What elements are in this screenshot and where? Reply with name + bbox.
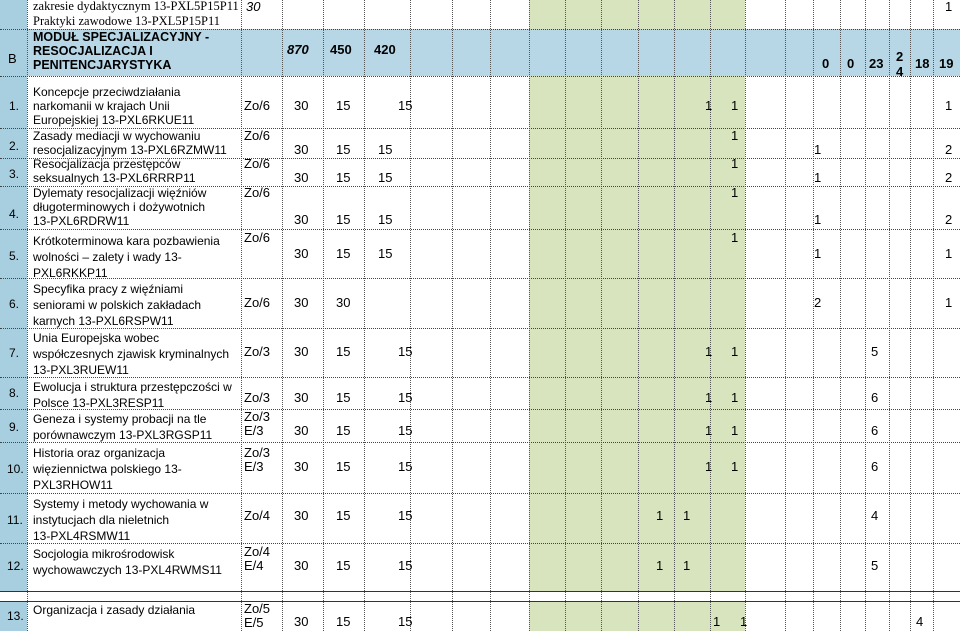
- ects-a: 1: [656, 508, 664, 523]
- hours-lecture: 15: [336, 170, 351, 185]
- ects-b: 1: [683, 558, 691, 573]
- row-number: 9.: [9, 420, 20, 434]
- hours-exercise: 15: [378, 212, 393, 227]
- ects-right: 6: [871, 390, 879, 405]
- vline: [601, 0, 602, 631]
- ects-a: 1: [656, 558, 664, 573]
- module-hours-3: 420: [374, 42, 396, 57]
- vline: [529, 0, 530, 631]
- row-number: 6.: [9, 297, 20, 311]
- hours-lecture: 15: [336, 390, 351, 405]
- row-number: 8.: [9, 386, 20, 400]
- module-right-2: 0: [847, 56, 855, 71]
- course-form: Zo/6: [244, 295, 271, 310]
- vline: [364, 0, 365, 631]
- green-col-3: [601, 0, 638, 631]
- ects-right: 1: [945, 295, 953, 310]
- vline: [638, 0, 639, 631]
- ects-b: 1: [731, 98, 739, 113]
- course-form: Zo/4: [244, 508, 271, 523]
- hours-total: 30: [294, 170, 309, 185]
- ects-b: 1: [683, 508, 691, 523]
- ects-top: 1: [731, 185, 739, 200]
- ects-right: 2: [945, 212, 953, 227]
- green-col-6: [710, 0, 748, 631]
- ects-a: 1: [705, 344, 713, 359]
- ects-a: 1: [705, 98, 713, 113]
- hours-exercise: 15: [398, 344, 413, 359]
- course-form: Zo/6: [244, 156, 271, 171]
- hours-lecture: 15: [336, 423, 351, 438]
- row-number: 1.: [9, 99, 20, 113]
- course-name: Geneza i systemy probacji na tle porównawczym 13-PXL3RGSP11: [33, 412, 213, 442]
- top-hours: 30: [246, 0, 261, 14]
- green-col-4: [638, 0, 674, 631]
- vline: [933, 0, 934, 631]
- ects-a: 1: [814, 170, 822, 185]
- hours-exercise: 15: [398, 614, 413, 629]
- col-b-bg: [0, 0, 27, 631]
- hours-total: 30: [294, 98, 309, 113]
- row-number: 4.: [9, 207, 20, 221]
- vline: [889, 0, 890, 631]
- row-number: 7.: [9, 346, 20, 360]
- ects-right: 1: [945, 98, 953, 113]
- hours-total: 30: [294, 142, 309, 157]
- course-form: Zo/3 E/3: [244, 445, 271, 474]
- hline: [0, 229, 960, 230]
- hours-total: 30: [294, 508, 309, 523]
- ects-a: 1: [705, 459, 713, 474]
- row-number: 11.: [7, 513, 23, 527]
- hours-exercise: 15: [378, 246, 393, 261]
- ects-a: 1: [814, 142, 822, 157]
- hours-exercise: 15: [398, 459, 413, 474]
- course-name: Historia oraz organizacja więziennictwa polskiego 13- PXL3RHOW11: [33, 446, 182, 492]
- hours-exercise: 15: [398, 390, 413, 405]
- module-right-4: 2 4: [896, 49, 904, 79]
- green-col-1: [529, 0, 565, 631]
- course-name: Systemy i metody wychowania w instytucjach dla nieletnich 13-PXL4RSMW11: [33, 497, 209, 543]
- ects-a: 1: [814, 246, 822, 261]
- ects-b: 1: [731, 459, 739, 474]
- ects-right: 4: [871, 508, 879, 523]
- hours-lecture: 30: [336, 295, 351, 310]
- hours-exercise: 15: [398, 98, 413, 113]
- vline: [910, 0, 911, 631]
- hours-exercise: 15: [378, 170, 393, 185]
- course-form: Zo/3 E/3: [244, 409, 271, 438]
- hours-lecture: 15: [336, 508, 351, 523]
- hours-lecture: 15: [336, 246, 351, 261]
- hours-total: 30: [294, 344, 309, 359]
- vline: [323, 0, 324, 631]
- hours-total: 30: [294, 614, 309, 629]
- row-number: 2.: [9, 139, 20, 153]
- row-number: 13.: [7, 609, 24, 623]
- row-number: 3.: [9, 167, 20, 181]
- ects-a: 1: [713, 614, 721, 629]
- module-right-6: 19: [939, 56, 954, 71]
- ects-b: 1: [731, 344, 739, 359]
- course-name: Krótkoterminowa kara pozbawienia wolności – zalety i wady 13- PXL6RKKP11: [33, 234, 220, 280]
- course-name: Socjologia mikrośrodowisk wychowawczych 13-PXL4RWMS11: [33, 547, 222, 577]
- module-title: MODUŁ SPECJALIZACYJNY - RESOCJALIZACJA I PENITENCJARYSTYKA: [33, 30, 210, 72]
- hours-lecture: 15: [336, 98, 351, 113]
- hours-total: 30: [294, 295, 309, 310]
- course-name: Unia Europejska wobec współczesnych zjawisk kryminalnych 13-PXL3RUEW11: [33, 331, 230, 377]
- ects-b: 1: [731, 390, 739, 405]
- module-right-5: 18: [915, 56, 930, 71]
- col-b-label: B: [8, 51, 17, 66]
- hours-total: 30: [294, 423, 309, 438]
- hours-total: 30: [294, 390, 309, 405]
- hours-lecture: 15: [336, 212, 351, 227]
- hours-exercise: 15: [398, 508, 413, 523]
- ects-right: 5: [871, 558, 879, 573]
- green-col-2: [565, 0, 601, 631]
- course-name: Koncepcje przeciwdziałania narkomanii w krajach Unii Europejskiej 13-PXL6RKUE11: [33, 85, 195, 127]
- course-form: Zo/4 E/4: [244, 544, 271, 573]
- course-name: Resocjalizacja przestępców seksualnych 13-PXL6RRRP11: [33, 157, 196, 185]
- course-name: Zasady mediacji w wychowaniu resocjalizacyjnym 13-PXL6RZMW11: [33, 129, 227, 157]
- vline: [282, 0, 283, 631]
- top-line-1: zakresie dydaktycznym 13-PXL5P15P11: [33, 0, 239, 13]
- top-line-2: Praktyki zawodowe 13-PXL5P15P11: [33, 14, 221, 28]
- hours-exercise: 15: [378, 142, 393, 157]
- ects-b: 1: [731, 423, 739, 438]
- course-form: Zo/6: [244, 98, 271, 113]
- ects-right: 6: [871, 423, 879, 438]
- hours-lecture: 15: [336, 558, 351, 573]
- vline: [840, 0, 841, 631]
- vline: [745, 0, 746, 631]
- vline: [813, 0, 814, 631]
- hours-lecture: 15: [336, 142, 351, 157]
- course-form: Zo/3: [244, 390, 271, 405]
- hours-total: 30: [294, 459, 309, 474]
- vline: [490, 0, 491, 631]
- vline: [865, 0, 866, 631]
- vline: [710, 0, 711, 631]
- course-form: Zo/5 E/5: [244, 601, 271, 630]
- module-hours-total: 870: [287, 42, 309, 57]
- ects-a: 1: [814, 212, 822, 227]
- hline: [0, 76, 960, 77]
- row-number: 5.: [9, 249, 20, 263]
- green-col-5: [674, 0, 713, 631]
- top-ects: 1: [945, 0, 953, 14]
- row-number: 10.: [7, 462, 24, 476]
- hours-total: 30: [294, 558, 309, 573]
- course-name: Dylematy resocjalizacji więźniów długoterminowych i dożywotnich 13-PXL6RDRW11: [33, 186, 207, 228]
- module-right-3: 23: [869, 56, 884, 71]
- hours-exercise: 15: [398, 423, 413, 438]
- module-right-1: 0: [822, 56, 830, 71]
- course-name: Ewolucja i struktura przestępczości w Polsce 13-PXL3RESP11: [33, 380, 232, 410]
- ects-top: 1: [731, 128, 739, 143]
- vline: [785, 0, 786, 631]
- hours-total: 30: [294, 246, 309, 261]
- ects-b: 1: [740, 614, 748, 629]
- ects-right: 6: [871, 459, 879, 474]
- course-name: Specyfika pracy z więźniami seniorami w polskich zakładach karnych 13-PXL6RSPW11: [33, 282, 202, 328]
- course-form: Zo/3: [244, 344, 271, 359]
- hours-lecture: 15: [336, 459, 351, 474]
- ects-top: 1: [731, 230, 739, 245]
- hours-lecture: 15: [336, 344, 351, 359]
- ects-right: 2: [945, 170, 953, 185]
- hours-total: 30: [294, 212, 309, 227]
- hours-exercise: 15: [398, 558, 413, 573]
- ects-top: 1: [731, 156, 739, 171]
- table-gap: [0, 591, 960, 601]
- ects-a: 1: [705, 390, 713, 405]
- ects-right: 4: [916, 614, 924, 629]
- module-hours-2: 450: [330, 42, 352, 57]
- course-form: Zo/6: [244, 128, 271, 143]
- ects-right: 2: [945, 142, 953, 157]
- ects-right: 1: [945, 246, 953, 261]
- row-number: 12.: [7, 559, 24, 573]
- course-name: Organizacja i zasady działania: [33, 603, 196, 617]
- ects-a: 1: [705, 423, 713, 438]
- course-form: Zo/6: [244, 185, 271, 200]
- ects-a: 2: [814, 295, 822, 310]
- hline: [0, 493, 960, 494]
- vline: [27, 0, 28, 631]
- course-form: Zo/6: [244, 230, 271, 245]
- vline: [674, 0, 675, 631]
- vline: [452, 0, 453, 631]
- vline: [565, 0, 566, 631]
- hours-lecture: 15: [336, 614, 351, 629]
- table-gap-border-top: [0, 591, 960, 592]
- vline: [410, 0, 411, 631]
- ects-right: 5: [871, 344, 879, 359]
- vline: [241, 0, 242, 631]
